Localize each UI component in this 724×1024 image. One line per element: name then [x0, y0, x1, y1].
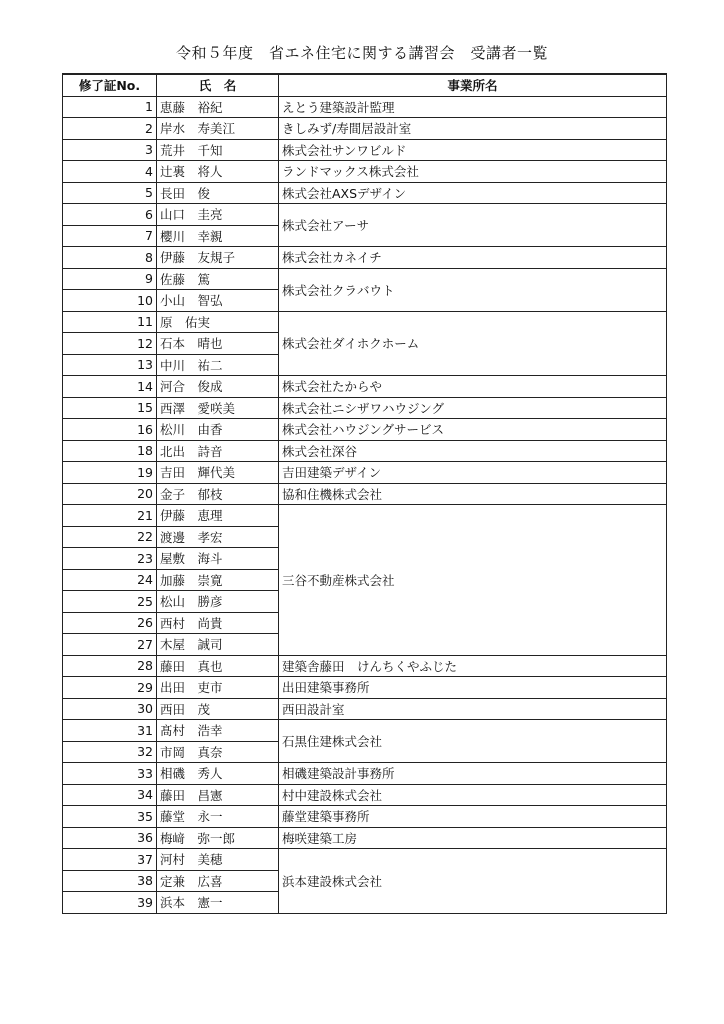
attendee-name-cell: 河村 美穂: [157, 849, 279, 871]
certificate-no-cell: 15: [63, 397, 157, 419]
certificate-no-cell: 14: [63, 376, 157, 398]
header-name: 氏 名: [157, 74, 279, 96]
table-row: [63, 139, 667, 161]
certificate-no-cell: 26: [63, 612, 157, 634]
table-row: [63, 698, 667, 720]
table-row: [63, 462, 667, 484]
certificate-no-cell: 18: [63, 440, 157, 462]
office-name-cell: 浜本建設株式会社: [279, 849, 667, 914]
page-title: 令和５年度 省エネ住宅に関する講習会 受講者一覧: [175, 44, 548, 62]
attendee-name-cell: 松川 由香: [157, 419, 279, 441]
certificate-no-cell: 13: [63, 354, 157, 376]
table-row: [63, 247, 667, 269]
table-row: [63, 182, 667, 204]
table-row: [63, 827, 667, 849]
office-name-cell: きしみず/寿間居設計室: [279, 118, 667, 140]
attendee-name-cell: 山口 圭亮: [157, 204, 279, 226]
attendee-name-cell: 佐藤 篤: [157, 268, 279, 290]
office-name-cell: 株式会社ハウジングサービス: [279, 419, 667, 441]
table-row: [63, 655, 667, 677]
attendee-name-cell: 市岡 真奈: [157, 741, 279, 763]
office-name-cell: 吉田建築デザイン: [279, 462, 667, 484]
attendee-name-cell: 藤田 真也: [157, 655, 279, 677]
attendee-name-cell: 荒井 千知: [157, 139, 279, 161]
attendee-name-cell: 金子 郁枝: [157, 483, 279, 505]
certificate-no-cell: 9: [63, 268, 157, 290]
office-name-cell: 株式会社クラバウト: [279, 268, 667, 311]
table-row: [63, 806, 667, 828]
table-body: [63, 96, 667, 913]
attendee-name-cell: 梅﨑 弥一郎: [157, 827, 279, 849]
table-row: [63, 483, 667, 505]
attendee-name-cell: 渡邊 孝宏: [157, 526, 279, 548]
attendee-name-cell: 松山 勝彦: [157, 591, 279, 613]
table-row: [63, 849, 667, 871]
table-row: [63, 440, 667, 462]
certificate-no-cell: 29: [63, 677, 157, 699]
office-name-cell: 相磯建築設計事務所: [279, 763, 667, 785]
attendee-name-cell: 藤田 昌憲: [157, 784, 279, 806]
certificate-no-cell: 25: [63, 591, 157, 613]
table-row: [63, 505, 667, 527]
certificate-no-cell: 24: [63, 569, 157, 591]
attendee-name-cell: 小山 智弘: [157, 290, 279, 312]
certificate-no-cell: 20: [63, 483, 157, 505]
certificate-no-cell: 33: [63, 763, 157, 785]
attendee-name-cell: 恵藤 裕紀: [157, 96, 279, 118]
office-name-cell: 建築舎藤田 けんちくやふじた: [279, 655, 667, 677]
attendee-name-cell: 岸水 寿美江: [157, 118, 279, 140]
certificate-no-cell: 16: [63, 419, 157, 441]
attendee-name-cell: 河合 俊成: [157, 376, 279, 398]
header-certificate-no: 修了証No.: [63, 74, 157, 96]
attendee-name-cell: 加藤 崇寛: [157, 569, 279, 591]
table-row: [63, 268, 667, 290]
attendee-name-cell: 伊藤 友規子: [157, 247, 279, 269]
attendee-name-cell: 中川 祐二: [157, 354, 279, 376]
certificate-no-cell: 30: [63, 698, 157, 720]
certificate-no-cell: 37: [63, 849, 157, 871]
certificate-no-cell: 2: [63, 118, 157, 140]
attendee-name-cell: 定兼 広喜: [157, 870, 279, 892]
attendee-name-cell: 藤堂 永一: [157, 806, 279, 828]
office-name-cell: 株式会社深谷: [279, 440, 667, 462]
certificate-no-cell: 32: [63, 741, 157, 763]
office-name-cell: ランドマックス株式会社: [279, 161, 667, 183]
attendee-name-cell: 櫻川 幸親: [157, 225, 279, 247]
office-name-cell: 出田建築事務所: [279, 677, 667, 699]
attendee-name-cell: 相磯 秀人: [157, 763, 279, 785]
certificate-no-cell: 35: [63, 806, 157, 828]
certificate-no-cell: 28: [63, 655, 157, 677]
office-name-cell: 三谷不動産株式会社: [279, 505, 667, 656]
office-name-cell: えとう建築設計監理: [279, 96, 667, 118]
certificate-no-cell: 7: [63, 225, 157, 247]
certificate-no-cell: 31: [63, 720, 157, 742]
office-name-cell: 株式会社アーサ: [279, 204, 667, 247]
table-row: [63, 161, 667, 183]
office-name-cell: 西田設計室: [279, 698, 667, 720]
certificate-no-cell: 22: [63, 526, 157, 548]
attendee-name-cell: 伊藤 恵理: [157, 505, 279, 527]
certificate-no-cell: 4: [63, 161, 157, 183]
office-name-cell: 藤堂建築事務所: [279, 806, 667, 828]
certificate-no-cell: 27: [63, 634, 157, 656]
header-row: [63, 74, 667, 96]
certificate-no-cell: 19: [63, 462, 157, 484]
office-name-cell: 株式会社カネイチ: [279, 247, 667, 269]
certificate-no-cell: 12: [63, 333, 157, 355]
table-row: [63, 784, 667, 806]
table-header: [63, 74, 667, 96]
certificate-no-cell: 34: [63, 784, 157, 806]
attendee-name-cell: 木屋 誠司: [157, 634, 279, 656]
attendee-name-cell: 浜本 憲一: [157, 892, 279, 914]
attendee-table: [62, 73, 667, 914]
attendee-name-cell: 屋敷 海斗: [157, 548, 279, 570]
attendee-name-cell: 西澤 愛咲美: [157, 397, 279, 419]
office-name-cell: 梅咲建築工房: [279, 827, 667, 849]
certificate-no-cell: 6: [63, 204, 157, 226]
table-row: [63, 204, 667, 226]
table-row: [63, 376, 667, 398]
office-name-cell: 株式会社ダイホクホーム: [279, 311, 667, 376]
table-row: [63, 763, 667, 785]
table-row: [63, 118, 667, 140]
certificate-no-cell: 11: [63, 311, 157, 333]
office-name-cell: 株式会社たからや: [279, 376, 667, 398]
attendee-name-cell: 西村 尚貴: [157, 612, 279, 634]
certificate-no-cell: 23: [63, 548, 157, 570]
office-name-cell: 石黒住建株式会社: [279, 720, 667, 763]
attendee-name-cell: 原 佑実: [157, 311, 279, 333]
table-row: [63, 720, 667, 742]
certificate-no-cell: 8: [63, 247, 157, 269]
attendee-name-cell: 吉田 輝代美: [157, 462, 279, 484]
table-row: [63, 397, 667, 419]
certificate-no-cell: 1: [63, 96, 157, 118]
office-name-cell: 株式会社AXSデザイン: [279, 182, 667, 204]
attendee-name-cell: 石本 晴也: [157, 333, 279, 355]
certificate-no-cell: 3: [63, 139, 157, 161]
office-name-cell: 株式会社ニシザワハウジング: [279, 397, 667, 419]
certificate-no-cell: 39: [63, 892, 157, 914]
office-name-cell: 村中建設株式会社: [279, 784, 667, 806]
table-row: [63, 311, 667, 333]
certificate-no-cell: 38: [63, 870, 157, 892]
certificate-no-cell: 36: [63, 827, 157, 849]
header-office: 事業所名: [279, 74, 667, 96]
attendee-name-cell: 髙村 浩幸: [157, 720, 279, 742]
certificate-no-cell: 10: [63, 290, 157, 312]
attendee-name-cell: 長田 俊: [157, 182, 279, 204]
certificate-no-cell: 5: [63, 182, 157, 204]
table-row: [63, 677, 667, 699]
attendee-name-cell: 北出 詩音: [157, 440, 279, 462]
table-row: [63, 96, 667, 118]
certificate-no-cell: 21: [63, 505, 157, 527]
table-row: [63, 419, 667, 441]
attendee-name-cell: 辻裏 将人: [157, 161, 279, 183]
office-name-cell: 株式会社サンワビルド: [279, 139, 667, 161]
office-name-cell: 協和住機株式会社: [279, 483, 667, 505]
attendee-name-cell: 西田 茂: [157, 698, 279, 720]
attendee-name-cell: 出田 吏市: [157, 677, 279, 699]
